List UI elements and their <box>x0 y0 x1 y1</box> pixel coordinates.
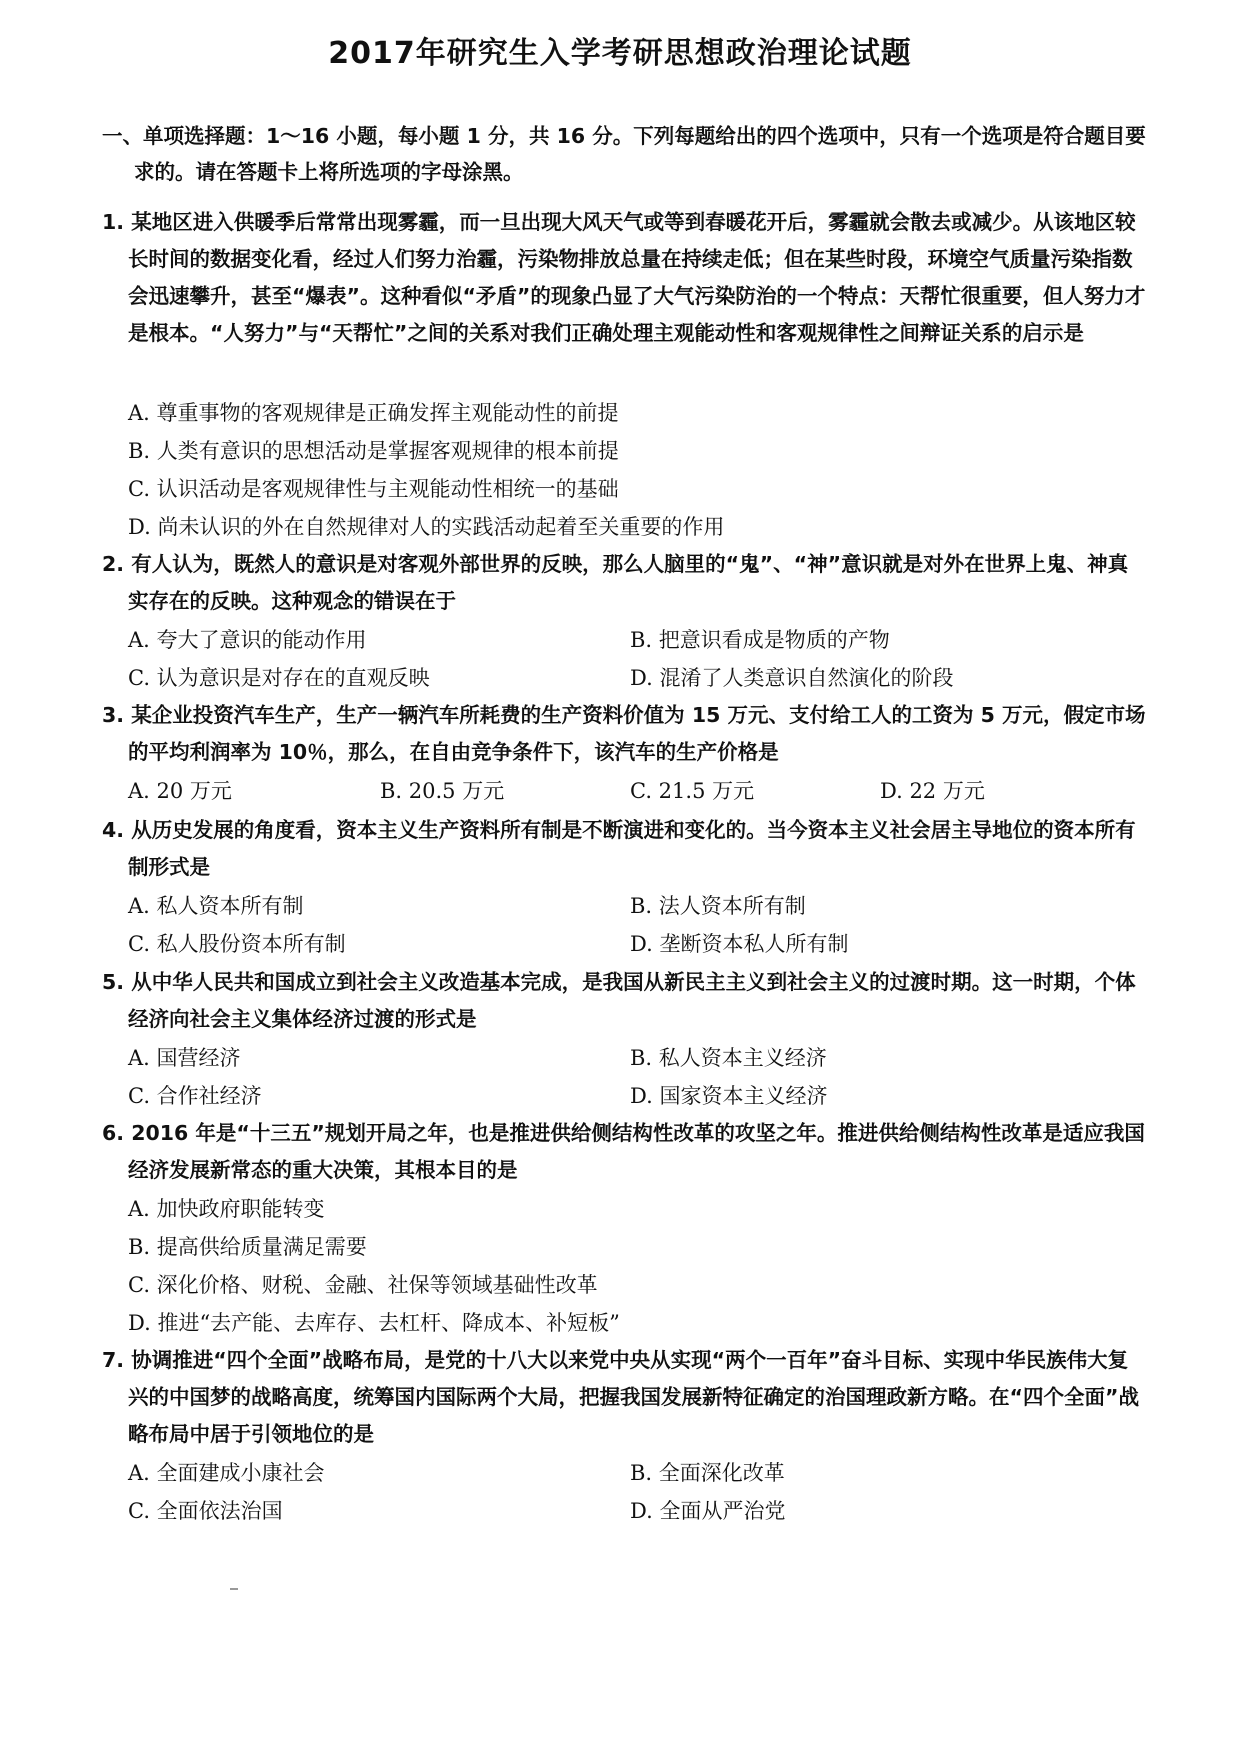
question-6-option-c: C. 深化价格、财税、金融、社保等领域基础性改革 <box>128 1273 598 1297</box>
scan-speck <box>230 1588 238 1590</box>
question-6-option-b: B. 提高供给质量满足需要 <box>128 1235 367 1259</box>
question-7-option-b: B. 全面深化改革 <box>630 1461 785 1485</box>
question-7-option-d: D. 全面从严治党 <box>630 1499 786 1523</box>
question-1-option-a: A. 尊重事物的客观规律是正确发挥主观能动性的前提 <box>128 401 619 425</box>
question-5-option-c: C. 合作社经济 <box>128 1084 262 1108</box>
page-title: 2017年研究生入学考研思想政治理论试题 <box>328 36 912 71</box>
question-4-option-a: A. 私人资本所有制 <box>128 894 304 918</box>
question-7-option-a: A. 全面建成小康社会 <box>128 1461 325 1485</box>
question-7-stem: 7. 协调推进“四个全面”战略布局，是党的十八大以来党中央从实现“两个一百年”奋斗目标、实现中华民族伟大复兴的中国梦的战略高度，统筹国内国际两个大局，把握我国发展新特征确定的治国理政新方略。在“四个全面”战略布局中居于引领地位的是 <box>102 1348 1139 1446</box>
question-2-option-d: D. 混淆了人类意识自然演化的阶段 <box>630 666 954 690</box>
question-5-option-a: A. 国营经济 <box>128 1046 241 1070</box>
question-3-stem: 3. 某企业投资汽车生产，生产一辆汽车所耗费的生产资料价值为 15 万元、支付给工人的工资为 5 万元，假定市场的平均利润率为 10％，那么，在自由竞争条件下，该汽车的生产价格是 <box>102 703 1146 764</box>
question-6-option-d: D. 推进“去产能、去库存、去杠杆、降成本、补短板” <box>128 1311 620 1335</box>
question-1-option-c: C. 认识活动是客观规律性与主观能动性相统一的基础 <box>128 477 619 501</box>
question-6-option-a: A. 加快政府职能转变 <box>128 1197 325 1221</box>
question-2-stem: 2. 有人认为，既然人的意识是对客观外部世界的反映，那么人脑里的“鬼”、“神”意识就是对外在世界上鬼、神真实存在的反映。这种观念的错误在于 <box>102 552 1129 613</box>
question-1-option-b: B. 人类有意识的思想活动是掌握客观规律的根本前提 <box>128 439 619 463</box>
question-5-option-b: B. 私人资本主义经济 <box>630 1046 827 1070</box>
section-instructions: 一、单项选择题：1～16 小题，每小题 1 分，共 16 分。下列每题给出的四个选项中，只有一个选项是符合题目要求的。请在答题卡上将所选项的字母涂黑。 <box>102 124 1146 184</box>
question-2-option-b: B. 把意识看成是物质的产物 <box>630 628 890 652</box>
question-3-option-d: D. 22 万元 <box>880 779 985 803</box>
question-3-option-b: B. 20.5 万元 <box>380 779 505 803</box>
question-1-stem: 1. 某地区进入供暖季后常常出现雾霾，而一旦出现大风天气或等到春暖花开后，雾霾就会散去或减少。从该地区较长时间的数据变化看，经过人们努力治霾，污染物排放总量在持续走低；但在某些时段，环境空气质量污染指数会迅速攀升，甚至“爆表”。这种看似“矛盾”的现象凸显了大气污染防治的一个特点：天帮忙很重要，但人努力才是根本。“人努力”与“天帮忙”之间的关系对我们正确处理主观能动性和客观规律性之间辩证关系的启示是 <box>102 210 1146 345</box>
question-3-option-c: C. 21.5 万元 <box>630 779 755 803</box>
question-2-option-c: C. 认为意识是对存在的直观反映 <box>128 666 430 690</box>
question-7-option-c: C. 全面依法治国 <box>128 1499 283 1523</box>
question-5-option-d: D. 国家资本主义经济 <box>630 1084 828 1108</box>
question-2-option-a: A. 夸大了意识的能动作用 <box>128 628 367 652</box>
question-6-stem: 6. 2016 年是“十三五”规划开局之年，也是推进供给侧结构性改革的攻坚之年。推进供给侧结构性改革是适应我国经济发展新常态的重大决策，其根本目的是 <box>102 1121 1145 1182</box>
question-4-option-c: C. 私人股份资本所有制 <box>128 932 346 956</box>
question-3-option-a: A. 20 万元 <box>128 779 232 803</box>
question-1-option-d: D. 尚未认识的外在自然规律对人的实践活动起着至关重要的作用 <box>128 515 725 539</box>
question-4-option-b: B. 法人资本所有制 <box>630 894 806 918</box>
question-4-stem: 4. 从历史发展的角度看，资本主义生产资料所有制是不断演进和变化的。当今资本主义社会居主导地位的资本所有制形式是 <box>102 818 1136 879</box>
question-4-option-d: D. 垄断资本私人所有制 <box>630 932 849 956</box>
question-5-stem: 5. 从中华人民共和国成立到社会主义改造基本完成，是我国从新民主主义到社会主义的过渡时期。这一时期，个体经济向社会主义集体经济过渡的形式是 <box>102 970 1136 1031</box>
